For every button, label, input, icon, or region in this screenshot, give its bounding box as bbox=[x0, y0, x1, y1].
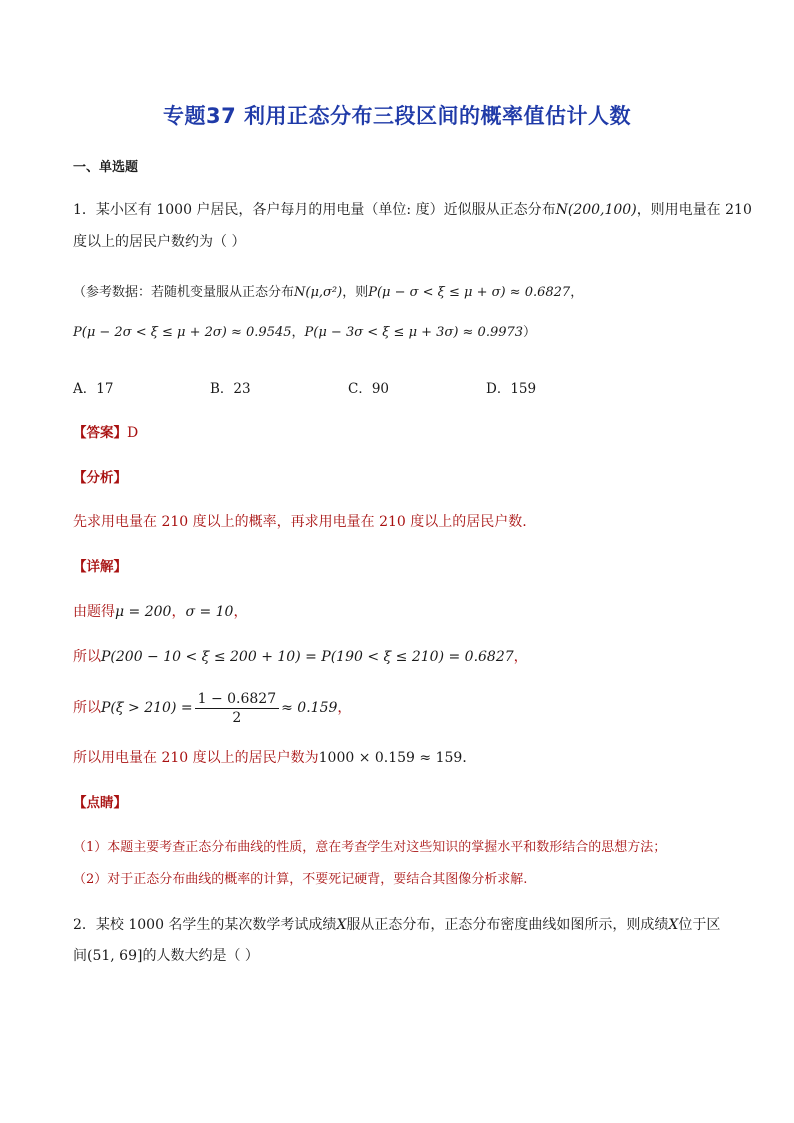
q1-option-c: C．90 bbox=[348, 381, 390, 397]
q1-detail-tag: 【详解】 bbox=[73, 559, 127, 575]
q1-analysis-tag: 【分析】 bbox=[73, 470, 127, 486]
q1-detail-line3: 所以P(ξ > 210) = $\frac{1 - 0.6827}{2}$ ≈ 0.159， bbox=[73, 690, 352, 726]
q1-option-a: A．17 bbox=[73, 381, 114, 397]
q1-comment-2: （2）对于正态分布曲线的概率的计算，不要死记硬背，要结合其图像分析求解. bbox=[73, 872, 528, 887]
q2-stem-line2: 间(51, 69]的人数大约是（ ） bbox=[73, 948, 259, 964]
q1-option-d: D．159 bbox=[486, 381, 537, 397]
q1-comment-tag: 【点睛】 bbox=[73, 795, 127, 811]
q1-stem-line2: 度以上的居民户数约为（ ） bbox=[73, 234, 246, 250]
q1-reference-line1: （参考数据：若随机变量服从正态分布N(μ,σ²)，则P(μ − σ < ξ ≤ μ + σ) ≈ 0.6827， bbox=[73, 285, 584, 300]
section-heading: 一、单选题 bbox=[73, 160, 139, 175]
q1-option-b: B．23 bbox=[210, 381, 251, 397]
q1-answer: 【答案】D bbox=[73, 425, 139, 441]
q1-analysis-text: 先求用电量在 210 度以上的概率，再求用电量在 210 度以上的居民户数. bbox=[73, 514, 527, 530]
q1-detail-line4: 所以用电量在 210 度以上的居民户数为1000 × 0.159 ≈ 159． bbox=[73, 750, 477, 766]
fraction: $\frac{1 - 0.6827}{2}$ bbox=[195, 690, 280, 727]
q1-reference-line2: P(μ − 2σ < ξ ≤ μ + 2σ) ≈ 0.9545，P(μ − 3σ < ξ ≤ μ + 3σ) ≈ 0.9973） bbox=[73, 325, 537, 340]
q1-stem-line1: 1．某小区有 1000 户居民，各户每月的用电量（单位: 度）近似服从正态分布N(200,100)，则用电量在 210 bbox=[73, 202, 752, 218]
q1-detail-line2: 所以P(200 − 10 < ξ ≤ 200 + 10) = P(190 < ξ ≤ 210) = 0.6827， bbox=[73, 649, 528, 665]
q1-detail-line1: 由题得μ = 200，σ = 10， bbox=[73, 604, 248, 620]
q2-stem-line1: 2．某校 1000 名学生的某次数学考试成绩X服从正态分布，正态分布密度曲线如图所示，则成绩X位于区 bbox=[73, 917, 721, 933]
page-title: 专题37 利用正态分布三段区间的概率值估计人数 bbox=[162, 104, 632, 128]
q1-comment-1: （1）本题主要考查正态分布曲线的性质，意在考查学生对这些知识的掌握水平和数形结合的思想方法； bbox=[73, 840, 667, 855]
